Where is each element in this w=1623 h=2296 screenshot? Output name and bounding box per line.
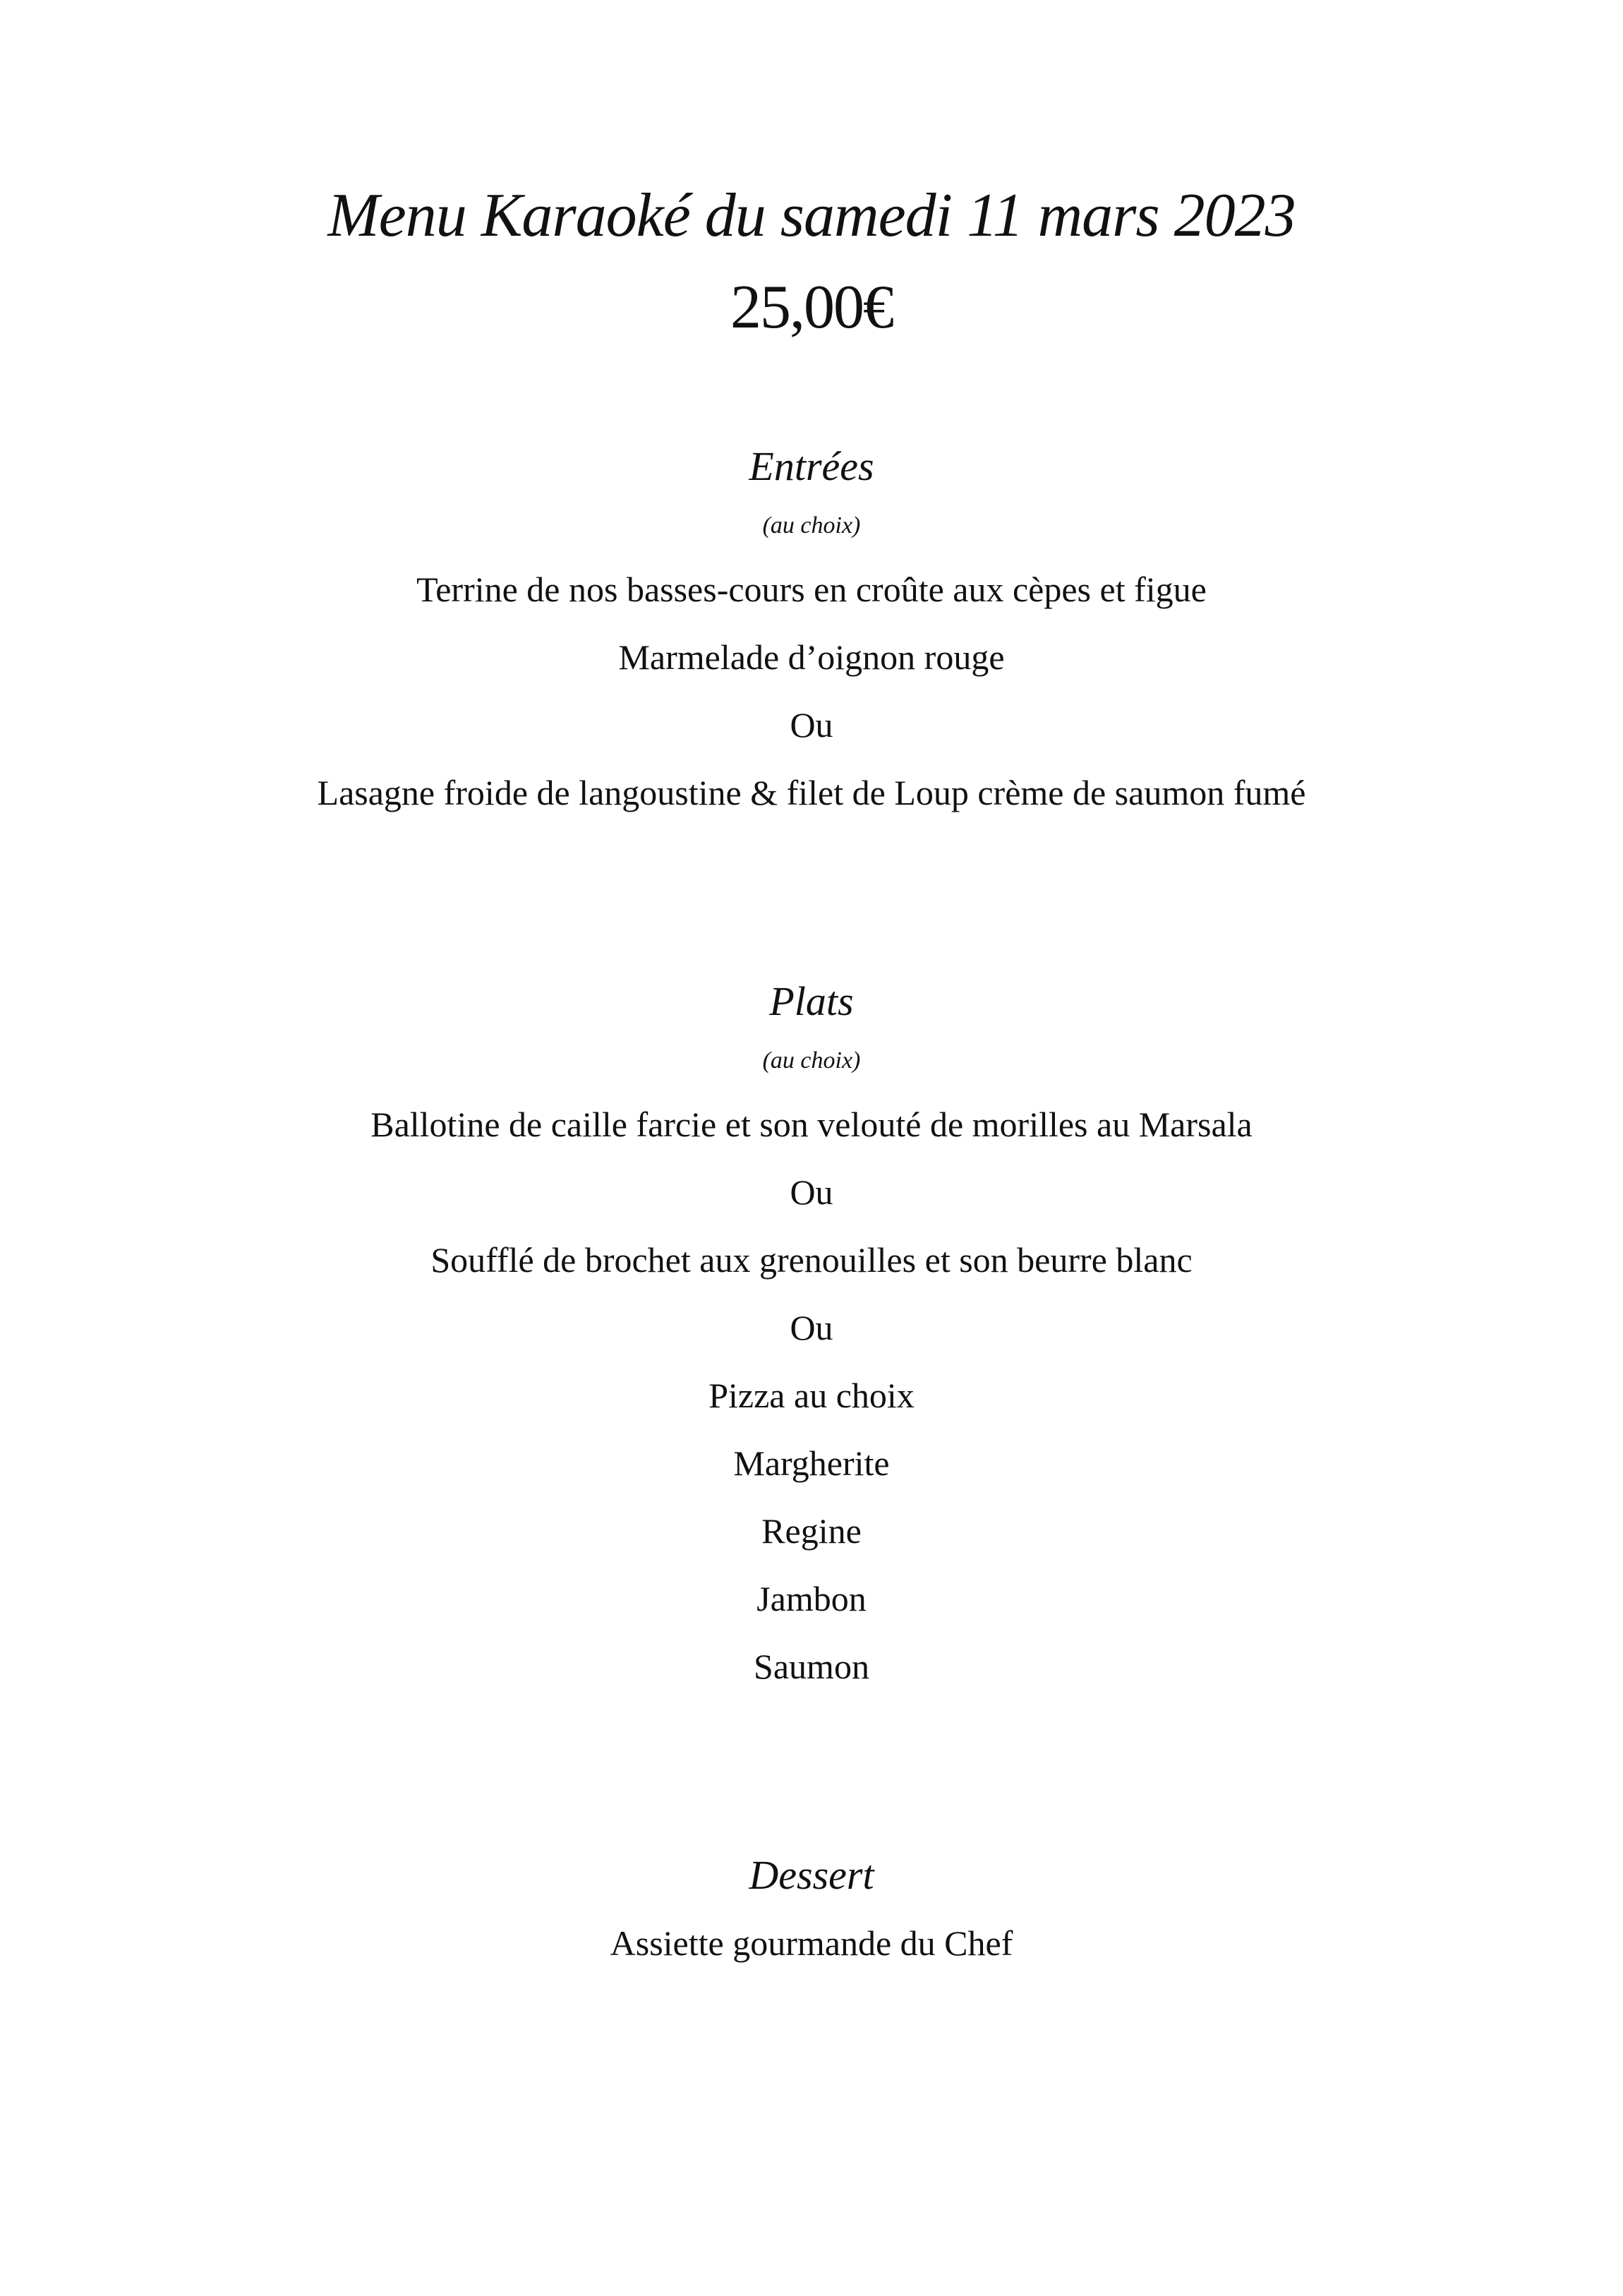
pizza-option: Regine [761,1511,862,1551]
section-heading-plats: Plats [769,978,854,1024]
dessert-item: Assiette gourmande du Chef [610,1923,1013,1963]
entree-item: Lasagne froide de langoustine & filet de Loup crème de saumon fumé [317,773,1306,812]
section-heading-entrees: Entrées [749,443,874,489]
section-note-plats: (au choix) [762,1047,861,1074]
section-note-entrees: (au choix) [762,512,861,539]
entree-separator: Ou [790,705,833,745]
plat-item: Soufflé de brochet aux grenouilles et son beurre blanc [430,1240,1193,1280]
menu-title: Menu Karaoké du samedi 11 mars 2023 [327,181,1296,250]
plat-separator: Ou [790,1172,833,1212]
plat-item: Ballotine de caille farcie et son velouté de morilles au Marsala [370,1105,1253,1144]
plat-item: Pizza au choix [708,1376,915,1415]
pizza-option: Jambon [756,1579,867,1618]
pizza-option: Saumon [754,1647,869,1686]
entree-item: Marmelade d’oignon rouge [618,637,1005,677]
entree-item: Terrine de nos basses-cours en croûte aux cèpes et figue [416,570,1207,609]
section-heading-dessert: Dessert [749,1852,874,1898]
plat-separator: Ou [790,1308,833,1347]
menu-price: 25,00€ [730,273,893,342]
pizza-option: Margherite [733,1443,890,1483]
